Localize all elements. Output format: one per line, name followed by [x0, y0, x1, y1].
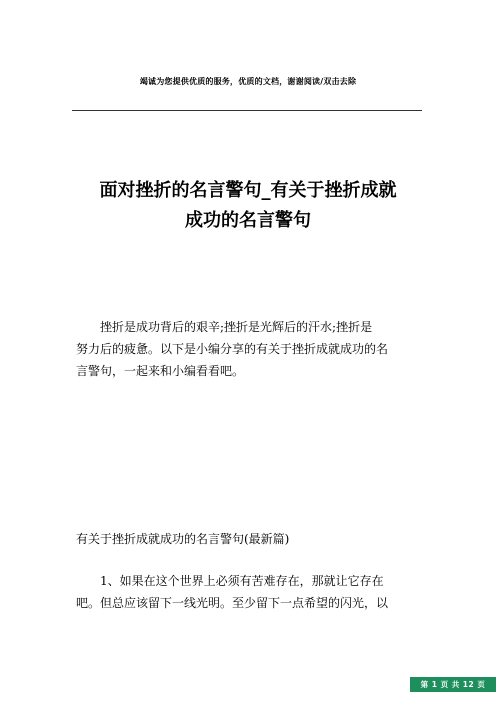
- document-title: [0, 176, 496, 236]
- title-line-1: 面对挫折的名言警句_有关于挫折成就: [99, 180, 397, 201]
- page-number-badge: 第 1 页 共 12 页: [410, 677, 496, 692]
- header-divider: [72, 110, 422, 111]
- intro-paragraph: 挫折是成功背后的艰辛;挫折是光辉后的汗水;挫折是 努力后的疲惫。以下是小编分享的有关于挫折成就成功的名 言警句，一起来和小编看看吧。: [76, 320, 389, 378]
- section-heading: 有关于挫折成就成功的名言警句(最新篇): [76, 532, 290, 546]
- title-line-2: 成功的名言警句: [185, 210, 311, 231]
- quote-item-1: 1、如果在这个世界上必须有苦难存在，那就让它存在 吧。但总应该留下一线光明。至少留下一点希望的闪光，以: [76, 574, 389, 610]
- header-note: 竭诚为您提供优质的服务，优质的文档，谢谢阅读/双击去除: [139, 77, 357, 86]
